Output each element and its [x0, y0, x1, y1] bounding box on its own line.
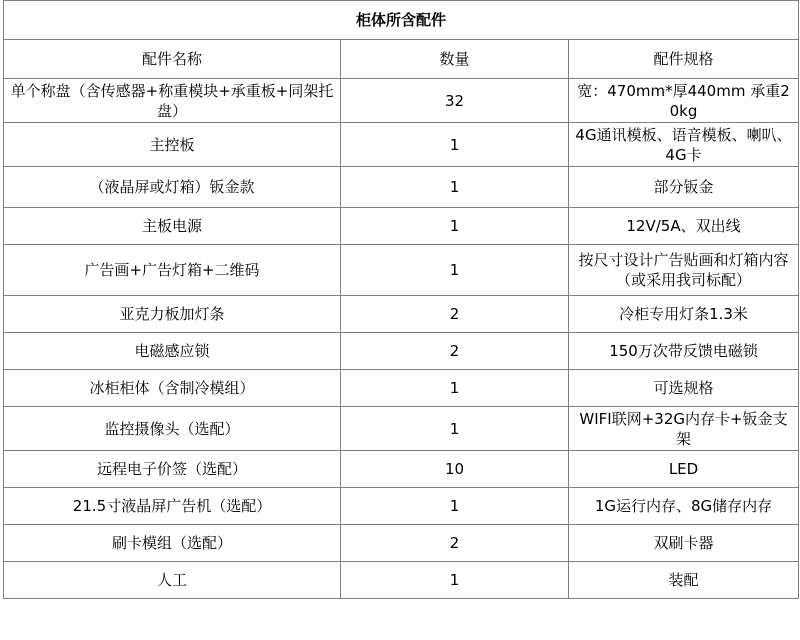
- cell-qty[interactable]: 1: [341, 167, 569, 208]
- cell-name[interactable]: 21.5寸液晶屏广告机（选配）: [4, 488, 341, 525]
- header-cell-name[interactable]: 配件名称: [4, 40, 341, 79]
- cell-qty[interactable]: 2: [341, 333, 569, 370]
- cell-name[interactable]: 主控板: [4, 123, 341, 167]
- cell-qty[interactable]: 1: [341, 208, 569, 245]
- cell-name[interactable]: 电磁感应锁: [4, 333, 341, 370]
- cell-qty[interactable]: 2: [341, 296, 569, 333]
- cell-qty[interactable]: 1: [341, 370, 569, 407]
- cell-spec[interactable]: LED: [569, 451, 799, 488]
- table-row: [4, 562, 799, 599]
- cell-name[interactable]: （液晶屏或灯箱）钣金款: [4, 167, 341, 208]
- table-row: [4, 123, 799, 167]
- table-row: [4, 451, 799, 488]
- table-row: [4, 333, 799, 370]
- cell-spec[interactable]: 1G运行内存、8G储存内存: [569, 488, 799, 525]
- cell-qty[interactable]: 1: [341, 245, 569, 296]
- cell-qty[interactable]: 1: [341, 488, 569, 525]
- cell-name[interactable]: 主板电源: [4, 208, 341, 245]
- cell-spec[interactable]: 按尺寸设计广告贴画和灯箱内容（或采用我司标配）: [569, 245, 799, 296]
- table-row: [4, 525, 799, 562]
- table-row: [4, 208, 799, 245]
- cell-name[interactable]: 刷卡模组（选配）: [4, 525, 341, 562]
- cell-name[interactable]: 远程电子价签（选配）: [4, 451, 341, 488]
- table-row: [4, 296, 799, 333]
- cell-qty[interactable]: 1: [341, 407, 569, 451]
- table-row: [4, 488, 799, 525]
- cell-qty[interactable]: 32: [341, 79, 569, 123]
- table-row: [4, 245, 799, 296]
- header-cell-qty[interactable]: 数量: [341, 40, 569, 79]
- cell-name[interactable]: 单个称盘（含传感器+称重模块+承重板+同架托盘）: [4, 79, 341, 123]
- table-title-row: [4, 1, 799, 40]
- cell-name[interactable]: 人工: [4, 562, 341, 599]
- table-title[interactable]: 柜体所含配件: [4, 1, 799, 40]
- cell-qty[interactable]: 1: [341, 562, 569, 599]
- table-row: [4, 407, 799, 451]
- cell-spec[interactable]: 12V/5A、双出线: [569, 208, 799, 245]
- cell-spec[interactable]: 部分钣金: [569, 167, 799, 208]
- cell-spec[interactable]: 宽：470mm*厚440mm 承重20kg: [569, 79, 799, 123]
- table-row: [4, 370, 799, 407]
- cell-qty[interactable]: 1: [341, 123, 569, 167]
- header-cell-spec[interactable]: 配件规格: [569, 40, 799, 79]
- cell-spec[interactable]: 可选规格: [569, 370, 799, 407]
- cell-qty[interactable]: 10: [341, 451, 569, 488]
- table-header-row: [4, 40, 799, 79]
- cell-name[interactable]: 监控摄像头（选配）: [4, 407, 341, 451]
- table-row: [4, 79, 799, 123]
- cell-spec[interactable]: 4G通讯模板、语音模板、喇叭、4G卡: [569, 123, 799, 167]
- cell-spec[interactable]: 冷柜专用灯条1.3米: [569, 296, 799, 333]
- accessories-table: [3, 0, 799, 599]
- cell-spec[interactable]: WIFI联网+32G内存卡+钣金支架: [569, 407, 799, 451]
- cell-spec[interactable]: 装配: [569, 562, 799, 599]
- cell-spec[interactable]: 150万次带反馈电磁锁: [569, 333, 799, 370]
- cell-name[interactable]: 亚克力板加灯条: [4, 296, 341, 333]
- cell-name[interactable]: 冰柜柜体（含制冷模组）: [4, 370, 341, 407]
- table-row: [4, 167, 799, 208]
- cell-name[interactable]: 广告画+广告灯箱+二维码: [4, 245, 341, 296]
- cell-spec[interactable]: 双刷卡器: [569, 525, 799, 562]
- cell-qty[interactable]: 2: [341, 525, 569, 562]
